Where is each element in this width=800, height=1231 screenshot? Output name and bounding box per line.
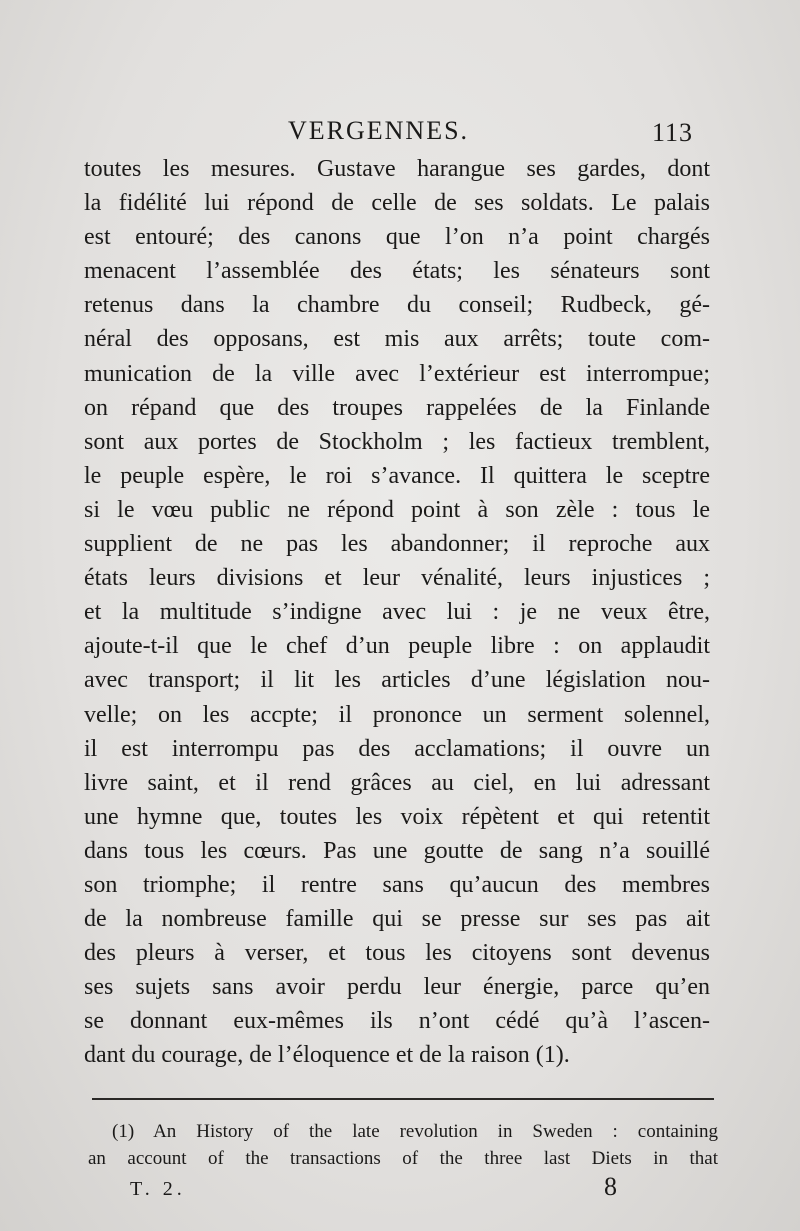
- volume-mark: T. 2.: [130, 1178, 186, 1200]
- running-head: [0, 112, 800, 152]
- text-line: dans tous les cœurs. Pas une goutte de sang n’a souillé: [84, 837, 710, 864]
- body-text: [84, 152, 710, 1073]
- text-line: si le vœu public ne répond point à son zèle : tous le: [84, 496, 710, 523]
- text-line: des pleurs à verser, et tous les citoyens sont devenus: [84, 940, 710, 967]
- text-line: on répand que des troupes rappelées de la Finlande: [84, 394, 710, 421]
- text-line: sont aux portes de Stockholm ; les factieux tremblent,: [84, 428, 710, 455]
- page-number: 113: [652, 118, 694, 147]
- text-line: munication de la ville avec l’extérieur est interrompue;: [84, 360, 710, 387]
- text-line: toutes les mesures. Gustave harangue ses gardes, dont: [84, 156, 710, 182]
- text-line: le peuple espère, le roi s’avance. Il quittera le sceptre: [84, 462, 710, 489]
- text-line: ajoute-t-il que le chef d’un peuple libre : on applaudit: [84, 633, 710, 660]
- footnote: [88, 1118, 718, 1172]
- text-line: est entouré; des canons que l’on n’a point chargés: [84, 224, 710, 251]
- text-line: supplient de ne pas les abandonner; il reproche aux: [84, 531, 710, 558]
- text-line: une hymne que, toutes les voix répètent et qui retentit: [84, 803, 710, 830]
- text-line: menacent l’assemblée des états; les sénateurs sont: [84, 258, 710, 285]
- footnote-rule: [92, 1098, 714, 1100]
- text-line: et la multitude s’indigne avec lui : je ne veux être,: [84, 599, 710, 626]
- text-line: il est interrompu pas des acclamations; il ouvre un: [84, 735, 710, 762]
- gathering-mark: 8: [604, 1172, 617, 1201]
- text-line: son triomphe; il rentre sans qu’aucun des membres: [84, 871, 710, 898]
- text-line: velle; on les accpte; il prononce un serment solennel,: [84, 701, 710, 728]
- footnote-line: (1) An History of the late revolution in Sweden : containing: [112, 1121, 718, 1142]
- signature-line: [0, 1172, 800, 1206]
- text-line: se donnant eux-mêmes ils n’ont cédé qu’à l’ascen-: [84, 1008, 710, 1035]
- text-line-last: dant du courage, de l’éloquence et de la raison (1).: [84, 1042, 570, 1069]
- running-title: VERGENNES.: [288, 116, 470, 145]
- text-line: retenus dans la chambre du conseil; Rudbeck, gé-: [84, 292, 710, 319]
- text-line: ses sujets sans avoir perdu leur énergie, parce qu’en: [84, 974, 710, 1001]
- text-line: la fidélité lui répond de celle de ses soldats. Le palais: [84, 190, 710, 217]
- footnote-line: an account of the transactions of the three last Diets in that: [88, 1148, 718, 1169]
- text-line: livre saint, et il rend grâces au ciel, en lui adressant: [84, 769, 710, 796]
- text-line: de la nombreuse famille qui se presse sur ses pas ait: [84, 906, 710, 933]
- text-line: états leurs divisions et leur vénalité, leurs injustices ;: [84, 565, 710, 592]
- text-line: avec transport; il lit les articles d’une législation nou-: [84, 667, 710, 694]
- text-line: néral des opposans, est mis aux arrêts; toute com-: [84, 326, 710, 353]
